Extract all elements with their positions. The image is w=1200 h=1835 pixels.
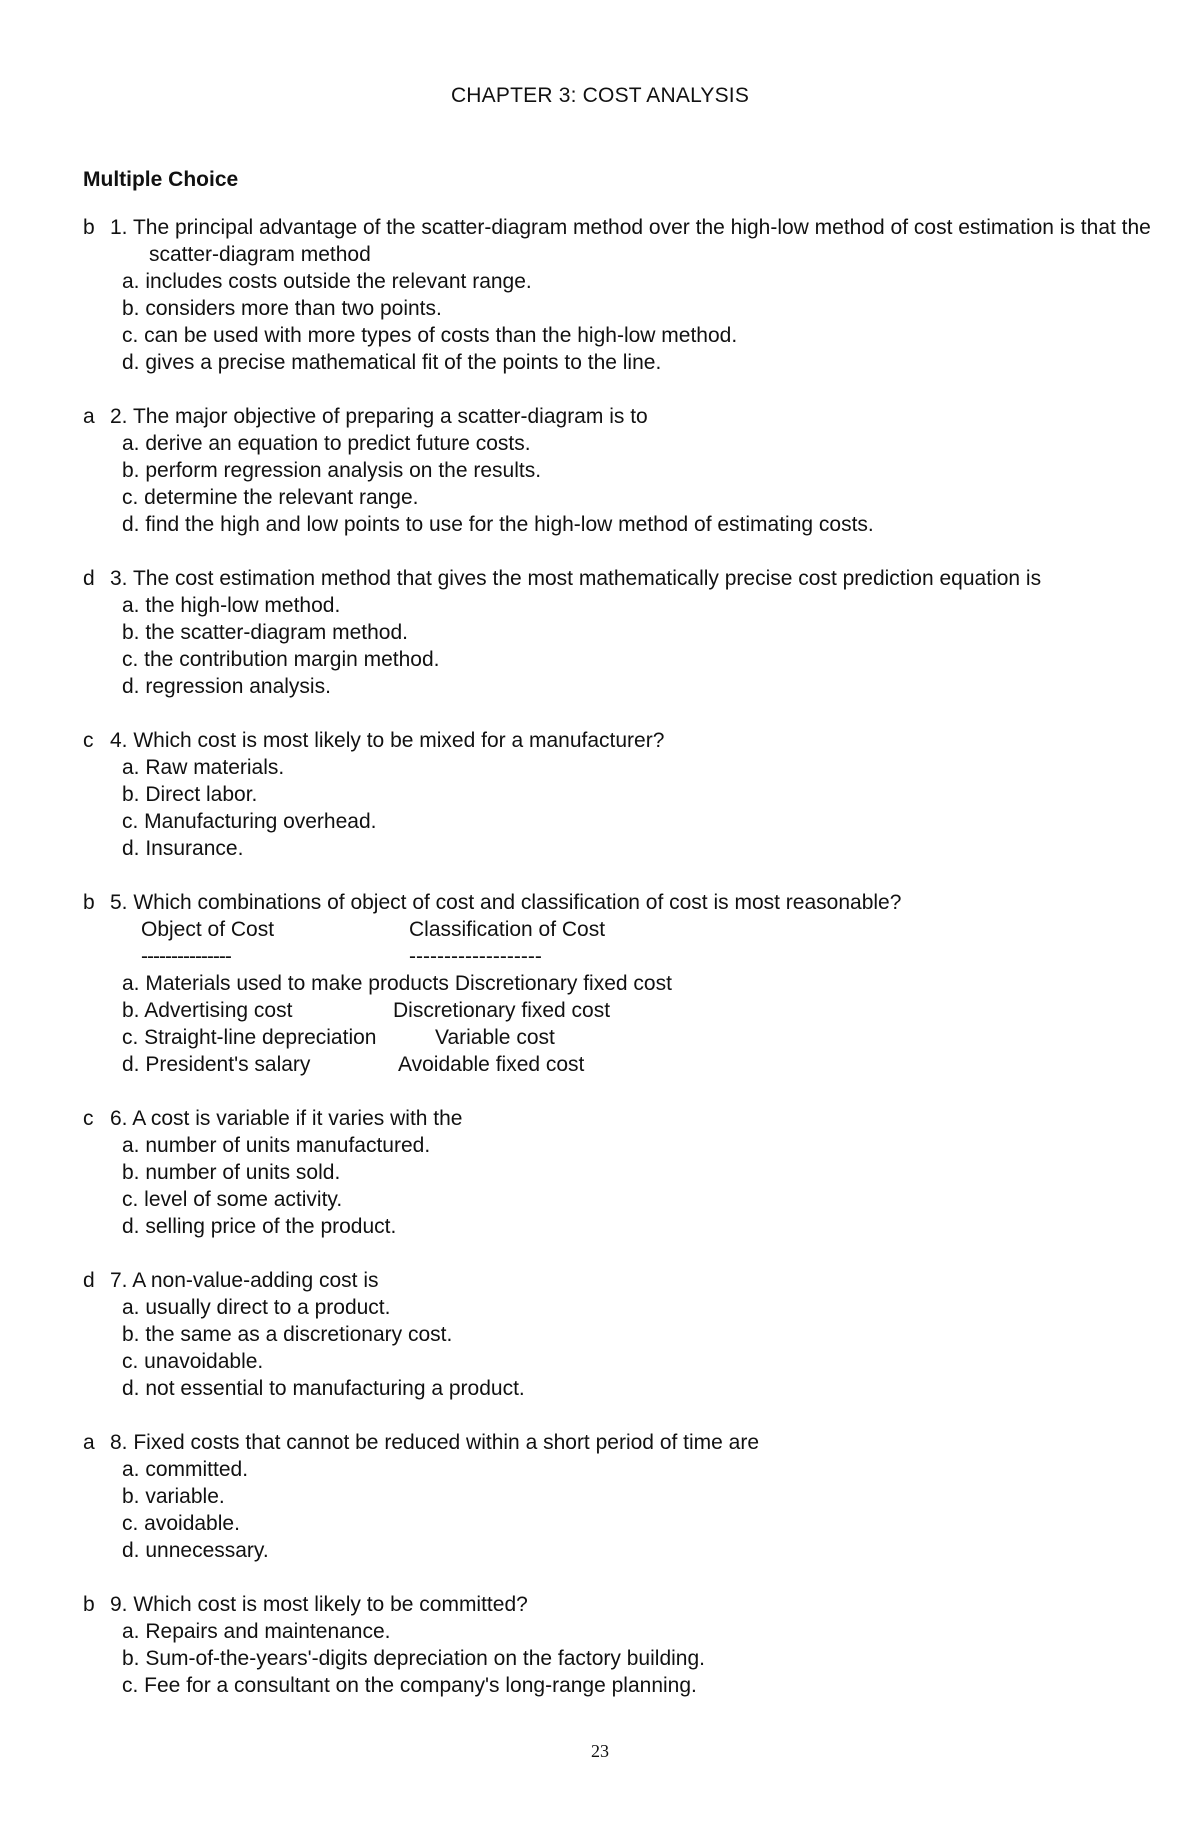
option: b. the scatter-diagram method. [122,621,408,644]
question-stem: 3. The cost estimation method that gives the most mathematically precise cost prediction equation is [110,567,1042,590]
classification: Discretionary fixed cost [393,999,611,1022]
option: c. level of some activity. [122,1188,343,1211]
option: c. determine the relevant range. [122,486,419,509]
option: a. number of units manufactured. [122,1134,431,1157]
answer-key: b [83,891,95,914]
question-stem: 7. A non-value-adding cost is [110,1269,379,1292]
option: d. President's salary [122,1053,311,1076]
question [83,889,1163,1078]
question-stem: 5. Which combinations of object of cost and classification of cost is most reasonable? [110,891,902,914]
option: a. committed. [122,1458,249,1481]
answer-key: a [83,1431,95,1454]
option: d. not essential to manufacturing a product. [122,1377,525,1400]
option: b. Sum-of-the-years'-digits depreciation on the factory building. [122,1647,705,1670]
question [83,1267,1163,1402]
question [83,1105,1163,1240]
classification: Discretionary fixed cost [454,972,672,995]
option: d. selling price of the product. [122,1215,397,1238]
option: a. usually direct to a product. [122,1296,391,1319]
classification: Avoidable fixed cost [398,1053,585,1076]
option: b. variable. [122,1485,225,1508]
option: b. considers more than two points. [122,297,442,320]
answer-key: b [83,1593,95,1616]
option: c. Manufacturing overhead. [122,810,377,833]
option: d. find the high and low points to use for the high-low method of estimating costs. [122,513,874,536]
option: c. can be used with more types of costs than the high-low method. [122,324,738,347]
question-stem: 6. A cost is variable if it varies with the [110,1107,463,1130]
table-row [83,1024,1163,1051]
table-row [83,970,1163,997]
option: b. number of units sold. [122,1161,341,1184]
question-stem: 2. The major objective of preparing a scatter-diagram is to [110,405,648,428]
answer-key: c [83,729,94,752]
option: a. includes costs outside the relevant range. [122,270,532,293]
option: c. the contribution margin method. [122,648,440,671]
classification: Variable cost [435,1026,555,1049]
answer-key: c [83,1107,94,1130]
chapter-title: CHAPTER 3: COST ANALYSIS [450,84,750,107]
option: c. Fee for a consultant on the company's long-range planning. [122,1674,697,1697]
option: d. unnecessary. [122,1539,269,1562]
option: a. the high-low method. [122,594,341,617]
option: d. gives a precise mathematical fit of the points to the line. [122,351,662,374]
table-header [83,916,1163,943]
answer-key: b [83,216,95,239]
option: b. Direct labor. [122,783,258,806]
question [83,727,1163,862]
option: a. Materials used to make products [122,972,449,995]
question-list [83,214,1163,1699]
option: a. Raw materials. [122,756,285,779]
option: b. perform regression analysis on the results. [122,459,542,482]
option: a. derive an equation to predict future costs. [122,432,531,455]
question-stem: 1. The principal advantage of the scatter-diagram method over the high-low method of cost estimation is that the scatter-diagram method [110,216,1151,266]
header-rule [83,943,1163,970]
table-row [83,997,1163,1024]
option: c. avoidable. [122,1512,240,1535]
option: b. the same as a discretionary cost. [122,1323,453,1346]
answer-key: a [83,405,95,428]
option: d. regression analysis. [122,675,331,698]
question-stem: 8. Fixed costs that cannot be reduced within a short period of time are [110,1431,760,1454]
question [83,565,1163,700]
option: a. Repairs and maintenance. [122,1620,391,1643]
option: d. Insurance. [122,837,244,860]
dash-rule: --------------- [141,945,231,968]
option: c. Straight-line depreciation [122,1026,377,1049]
column-header: Classification of Cost [409,918,606,941]
question-stem: 4. Which cost is most likely to be mixed for a manufacturer? [110,729,665,752]
answer-key: d [83,567,95,590]
dash-rule: ------------------- [409,945,542,968]
table-row [83,1051,1163,1078]
column-header: Object of Cost [141,918,275,941]
section-heading: Multiple Choice [83,168,239,191]
question [83,1591,1163,1699]
option: c. unavoidable. [122,1350,264,1373]
question [83,403,1163,538]
answer-key: d [83,1269,95,1292]
question [83,1429,1163,1564]
page-number: 23 [591,1741,609,1761]
option: b. Advertising cost [122,999,293,1022]
question-stem: 9. Which cost is most likely to be committed? [110,1593,528,1616]
question [83,214,1163,376]
